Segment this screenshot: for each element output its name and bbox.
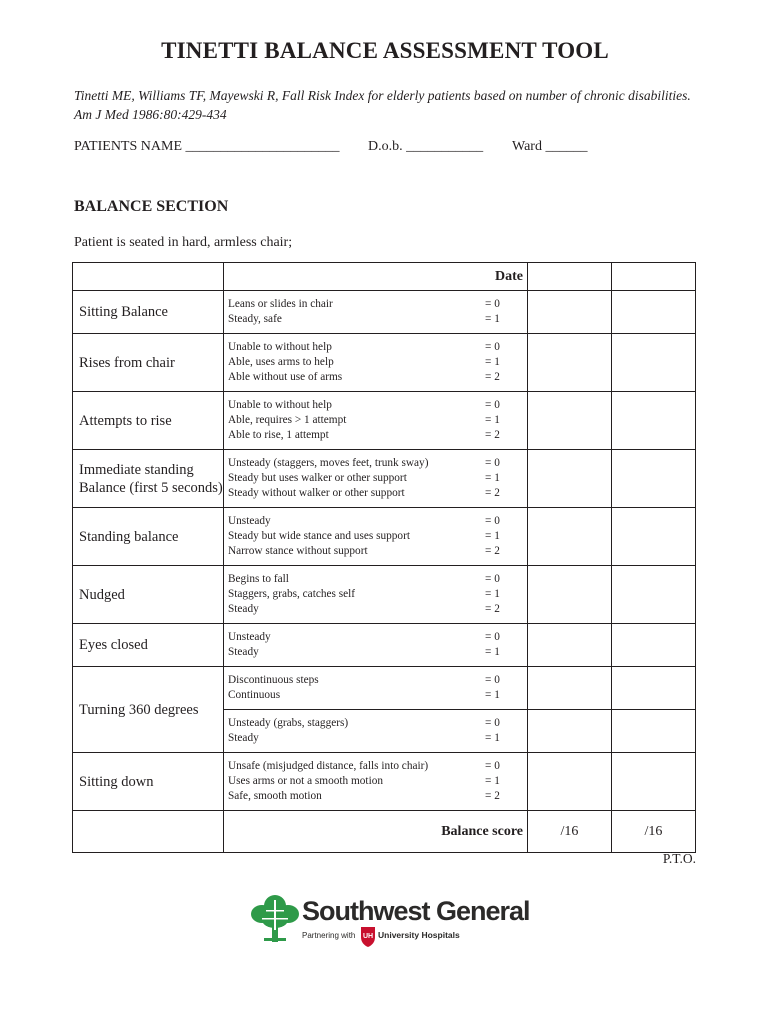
uh-shield-icon [360, 926, 376, 948]
balance-item-name: Sitting Balance [73, 291, 224, 334]
score-entry-cell[interactable] [528, 667, 612, 710]
criteria-score: = 2 [485, 371, 500, 383]
balance-item-name: Nudged [73, 566, 224, 624]
criteria-label: Steady [228, 646, 259, 658]
table-row [73, 450, 696, 508]
score-entry-cell[interactable] [612, 753, 696, 811]
score-entry-cell[interactable] [528, 753, 612, 811]
criteria-label: Unsteady (staggers, moves feet, trunk sway) [228, 457, 429, 469]
brand-name: Southwest General [302, 896, 530, 926]
section-intro: Patient is seated in hard, armless chair; [74, 235, 293, 250]
criteria-label: Able without use of arms [228, 371, 343, 383]
criteria-option [228, 716, 525, 731]
criteria-label: Unable to without help [228, 341, 332, 353]
score-entry-cell[interactable] [612, 710, 696, 753]
southwest-general-logo [250, 888, 560, 968]
criteria-option [228, 645, 525, 660]
balance-item-name: Standing balance [73, 508, 224, 566]
criteria-score: = 1 [485, 356, 500, 368]
criteria-label: Unsteady [228, 515, 271, 527]
date-header: Date [224, 263, 528, 291]
criteria-score: = 1 [485, 530, 500, 542]
criteria-cell [224, 334, 528, 392]
criteria-label: Unsteady (grabs, staggers) [228, 717, 349, 729]
score-entry-cell[interactable] [528, 291, 612, 334]
criteria-option [228, 529, 525, 544]
section-title: BALANCE SECTION [74, 198, 229, 215]
criteria-label: Leans or slides in chair [228, 298, 333, 310]
score-entry-cell[interactable] [612, 624, 696, 667]
criteria-cell [224, 753, 528, 811]
criteria-option [228, 413, 525, 428]
criteria-score: = 1 [485, 689, 500, 701]
criteria-score: = 0 [485, 573, 500, 585]
score-entry-cell[interactable] [528, 710, 612, 753]
criteria-label: Uses arms or not a smooth motion [228, 775, 384, 787]
criteria-option [228, 602, 525, 617]
criteria-option [228, 398, 525, 413]
table-row [73, 508, 696, 566]
criteria-score: = 0 [485, 298, 500, 310]
score-entry-cell[interactable] [612, 566, 696, 624]
criteria-score: = 1 [485, 472, 500, 484]
criteria-option [228, 731, 525, 746]
partnering-text: Partnering with [302, 931, 356, 940]
criteria-label: Steady [228, 603, 259, 615]
score-entry-cell[interactable] [528, 392, 612, 450]
criteria-option [228, 774, 525, 789]
criteria-label: Unsafe (misjudged distance, falls into chair) [228, 760, 429, 772]
criteria-option [228, 370, 525, 385]
criteria-cell [224, 624, 528, 667]
score-entry-cell[interactable] [612, 392, 696, 450]
criteria-score: = 2 [485, 603, 500, 615]
criteria-label: Able, requires > 1 attempt [228, 414, 347, 426]
table-row [73, 291, 696, 334]
balance-score-1[interactable]: /16 [528, 811, 612, 853]
criteria-option [228, 486, 525, 501]
criteria-option [228, 297, 525, 312]
criteria-option [228, 514, 525, 529]
criteria-option [228, 572, 525, 587]
criteria-cell [224, 710, 528, 753]
criteria-score: = 2 [485, 790, 500, 802]
balance-item-name: Turning 360 degrees [73, 667, 224, 753]
table-row [73, 334, 696, 392]
criteria-score: = 0 [485, 457, 500, 469]
criteria-label: Steady [228, 732, 259, 744]
score-entry-cell[interactable] [528, 566, 612, 624]
score-entry-cell[interactable] [528, 508, 612, 566]
table-row [73, 667, 696, 710]
patient-name-field[interactable]: PATIENTS NAME ______________________ [74, 139, 340, 154]
criteria-score: = 1 [485, 313, 500, 325]
criteria-score: = 1 [485, 646, 500, 658]
dob-field[interactable]: D.o.b. ___________ [368, 139, 484, 154]
table-row [73, 392, 696, 450]
balance-item-name: Immediate standing Balance (first 5 seconds) [73, 450, 224, 508]
score-entry-cell[interactable] [528, 624, 612, 667]
criteria-score: = 0 [485, 674, 500, 686]
criteria-score: = 0 [485, 341, 500, 353]
criteria-label: Able, uses arms to help [228, 356, 334, 368]
balance-item-name: Eyes closed [73, 624, 224, 667]
ward-field[interactable]: Ward ______ [512, 139, 588, 154]
table-row [73, 566, 696, 624]
criteria-option [228, 471, 525, 486]
date-cell-2[interactable] [612, 263, 696, 291]
criteria-option [228, 428, 525, 443]
criteria-option [228, 759, 525, 774]
criteria-label: Safe, smooth motion [228, 790, 322, 802]
criteria-label: Unsteady [228, 631, 271, 643]
criteria-cell [224, 450, 528, 508]
criteria-score: = 2 [485, 545, 500, 557]
balance-score-label: Balance score [224, 811, 528, 853]
criteria-option [228, 688, 525, 703]
criteria-label: Steady but uses walker or other support [228, 472, 407, 484]
score-entry-cell[interactable] [528, 334, 612, 392]
score-entry-cell[interactable] [612, 291, 696, 334]
criteria-score: = 1 [485, 414, 500, 426]
balance-item-name: Rises from chair [73, 334, 224, 392]
criteria-label: Continuous [228, 689, 281, 701]
criteria-score: = 1 [485, 775, 500, 787]
criteria-label: Able to rise, 1 attempt [228, 429, 329, 441]
criteria-label: Steady, safe [228, 313, 282, 325]
date-cell-1[interactable] [528, 263, 612, 291]
tree-icon [250, 892, 300, 944]
criteria-option [228, 355, 525, 370]
pto-label: P.T.O. [662, 851, 696, 866]
criteria-score: = 2 [485, 487, 500, 499]
criteria-option [228, 673, 525, 688]
criteria-score: = 0 [485, 515, 500, 527]
criteria-option [228, 456, 525, 471]
criteria-option [228, 587, 525, 602]
criteria-score: = 0 [485, 631, 500, 643]
criteria-score: = 0 [485, 717, 500, 729]
criteria-option [228, 544, 525, 559]
partner-name: University Hospitals [378, 930, 460, 940]
criteria-score: = 0 [485, 760, 500, 772]
balance-item-name: Sitting down [73, 753, 224, 811]
criteria-option [228, 630, 525, 645]
balance-table [72, 262, 696, 853]
criteria-score: = 2 [485, 429, 500, 441]
criteria-label: Steady but wide stance and uses support [228, 530, 410, 542]
criteria-option [228, 312, 525, 327]
criteria-label: Narrow stance without support [228, 545, 368, 557]
criteria-cell [224, 566, 528, 624]
criteria-label: Begins to fall [228, 573, 289, 585]
criteria-cell [224, 392, 528, 450]
criteria-cell [224, 291, 528, 334]
criteria-label: Staggers, grabs, catches self [228, 588, 356, 600]
document-title: TINETTI BALANCE ASSESSMENT TOOL [161, 38, 609, 63]
citation: Tinetti ME, Williams TF, Mayewski R, Fall Risk Index for elderly patients based on number of chronic disabilities. Am J Med 1986:80:429-434 [74, 88, 691, 122]
balance-item-name: Attempts to rise [73, 392, 224, 450]
score-entry-cell[interactable] [612, 508, 696, 566]
criteria-label: Discontinuous steps [228, 674, 319, 686]
score-entry-cell[interactable] [612, 450, 696, 508]
score-entry-cell[interactable] [528, 450, 612, 508]
table-row [73, 624, 696, 667]
score-entry-cell[interactable] [612, 334, 696, 392]
criteria-score: = 1 [485, 588, 500, 600]
criteria-cell [224, 508, 528, 566]
criteria-score: = 1 [485, 732, 500, 744]
criteria-option [228, 340, 525, 355]
criteria-cell [224, 667, 528, 710]
svg-text:UH: UH [362, 933, 374, 940]
criteria-option [228, 789, 525, 804]
balance-score-row [73, 811, 696, 853]
balance-score-2[interactable]: /16 [612, 811, 696, 853]
criteria-label: Steady without walker or other support [228, 487, 405, 499]
criteria-label: Unable to without help [228, 399, 332, 411]
date-header-row [73, 263, 696, 291]
criteria-score: = 0 [485, 399, 500, 411]
score-entry-cell[interactable] [612, 667, 696, 710]
table-row [73, 753, 696, 811]
